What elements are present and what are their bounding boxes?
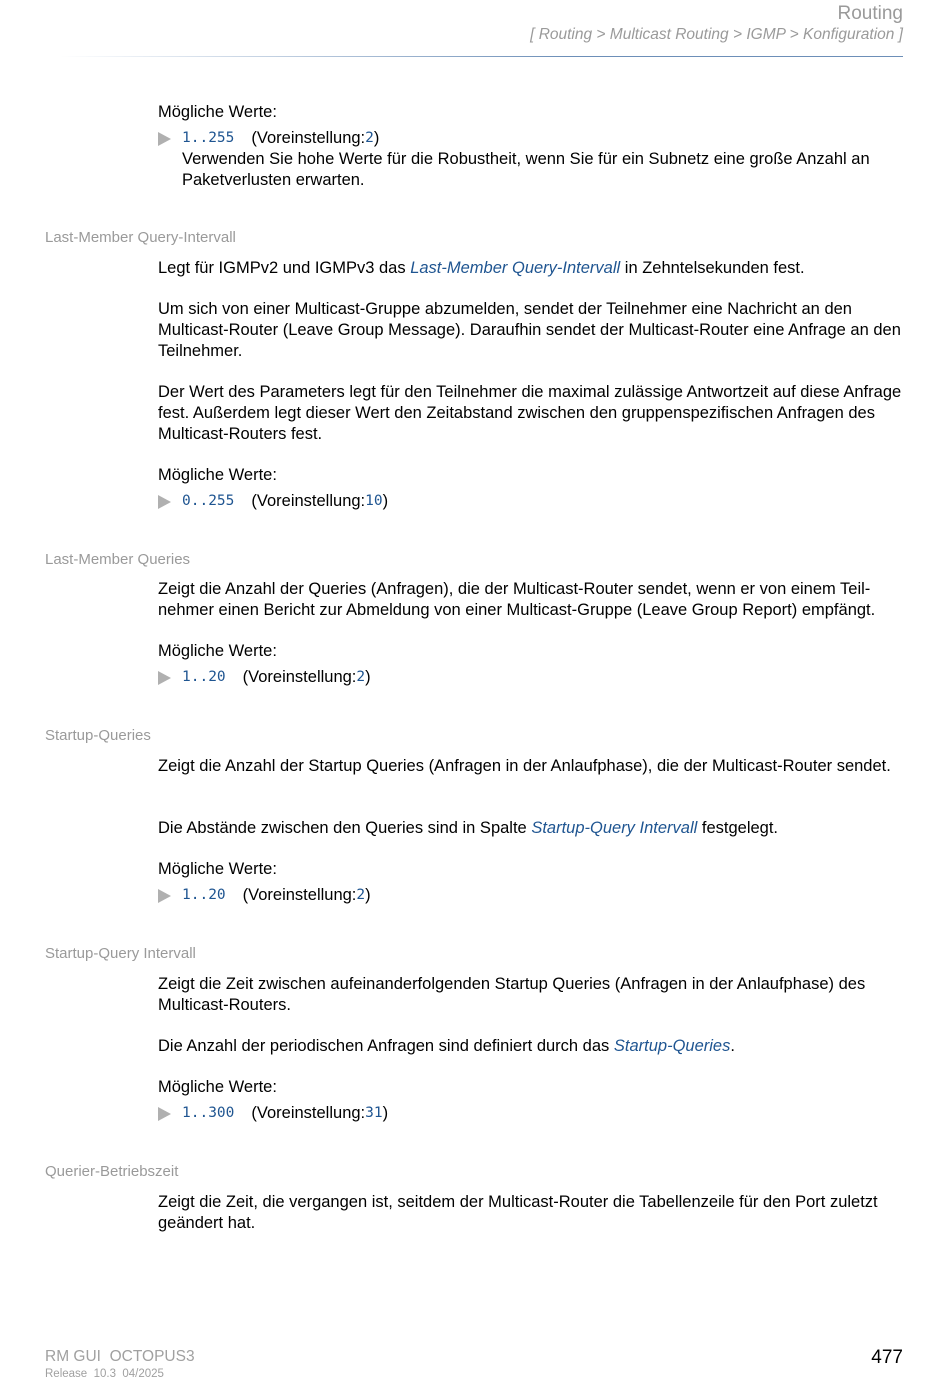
default-prefix: (Voreinstellung: [251,1104,366,1122]
link-last-member-query-intervall[interactable]: Last-Member Query-Intervall [410,259,621,277]
bullet-triangle-icon [158,495,171,509]
text: Die Anzahl der periodischen Anfragen sind definiert durch das [158,1037,614,1055]
value-range: 0..255 [182,493,235,509]
bullet-triangle-icon [158,889,171,903]
values-label: Mögliche Werte: [158,1078,277,1096]
text: . [730,1037,735,1055]
default-value: 2 [356,669,366,685]
default-suffix: ) [365,668,371,686]
default-prefix: (Voreinstellung: [242,668,357,686]
paragraph: Der Wert des Parameters legt für den Teilnehmer die maximal zulässige Antwortzeit auf diese Anfrage fest. Außerdem legt dieser Wert den Zeitabstand zwischen den gruppenspezifischen Anfragen des Multicast-Routers fest. [158,383,902,443]
value-item [158,491,388,512]
value-item [158,667,371,688]
text: Legt für IGMPv2 und IGMPv3 das [158,259,411,277]
default-suffix: ) [382,1104,389,1122]
link-startup-queries[interactable]: Startup-Queries [613,1037,731,1055]
default-prefix: (Voreinstellung: [251,129,366,147]
section-title-startup-queries: Startup-Queries [45,727,151,744]
default-suffix: ) [365,886,371,904]
value-note: Verwenden Sie hohe Werte für die Robustheit, wenn Sie für ein Subnetz eine große Anzahl an Paketverlusten erwarten. [182,150,870,189]
paragraph: Zeigt die Zeit, die vergangen ist, seitdem der Multicast-Router die Tabellenzeile für den Port zuletzt geändert hat. [158,1193,878,1232]
header-divider [60,56,903,57]
text: in Zehntelsekunden fest. [620,259,805,277]
default-prefix: (Voreinstellung: [251,492,366,510]
paragraph [158,258,908,279]
default-value: 31 [365,1105,383,1121]
default-suffix: ) [373,129,380,147]
paragraph: Um sich von einer Multicast-Gruppe abzumelden, sendet der Teilnehmer eine Nachricht an den Multicast-Router (Leave Group Message). Daraufhin sendet der Multicast-Router eine Anfrage an den Teilnehmer. [158,300,901,360]
bullet-triangle-icon [158,132,171,146]
paragraph: Zeigt die Anzahl der Queries (Anfragen), die der Multicast-Router sendet, wenn er von einem Teil-nehmer einen Bericht zur Abmeldung von einer Multicast-Gruppe (Leave Group Report) empfängt. [158,580,876,619]
value-range: 1..300 [182,1105,235,1121]
page-number: 477 [871,1347,903,1368]
footer-release: Release 10.3 04/2025 [45,1368,164,1380]
breadcrumb: [ Routing > Multicast Routing > IGMP > Konfiguration ] [530,26,903,43]
default-value: 2 [356,887,366,903]
values-label: Mögliche Werte: [158,466,277,484]
values-label: Mögliche Werte: [158,860,277,878]
default-suffix: ) [382,492,389,510]
bullet-triangle-icon [158,1107,171,1121]
section-title-last-member-query-intervall: Last-Member Query-Intervall [45,229,236,246]
default-value: 2 [365,130,374,146]
paragraph [158,1036,908,1057]
section-title-startup-query-intervall: Startup-Query Intervall [45,945,196,962]
bullet-triangle-icon [158,671,171,685]
link-startup-query-intervall[interactable]: Startup-Query Intervall [531,819,698,837]
values-label: Mögliche Werte: [158,642,277,660]
page-header-title: Routing [837,3,903,24]
text: Die Abstände zwischen den Queries sind in Spalte [158,819,532,837]
value-range: 1..20 [182,887,226,903]
value-item [158,1103,388,1124]
footer-product: RM GUI OCTOPUS3 [45,1348,195,1365]
default-value: 10 [365,493,383,509]
section-title-querier-betriebszeit: Querier-Betriebszeit [45,1163,179,1180]
paragraph: Zeigt die Anzahl der Startup Queries (Anfragen in der Anlaufphase), die der Multicast-Router sendet. [158,757,891,775]
paragraph [158,818,908,839]
values-label: Mögliche Werte: [158,103,277,121]
value-item [158,128,379,149]
value-item [158,885,371,906]
section-title-last-member-queries: Last-Member Queries [45,551,191,568]
default-prefix: (Voreinstellung: [242,886,357,904]
value-range: 1..255 [182,130,235,146]
text: festgelegt. [697,819,779,837]
value-range: 1..20 [182,669,226,685]
paragraph: Zeigt die Zeit zwischen aufeinanderfolgenden Startup Queries (Anfragen in der Anlaufphase) des Multicast-Routers. [158,975,866,1014]
